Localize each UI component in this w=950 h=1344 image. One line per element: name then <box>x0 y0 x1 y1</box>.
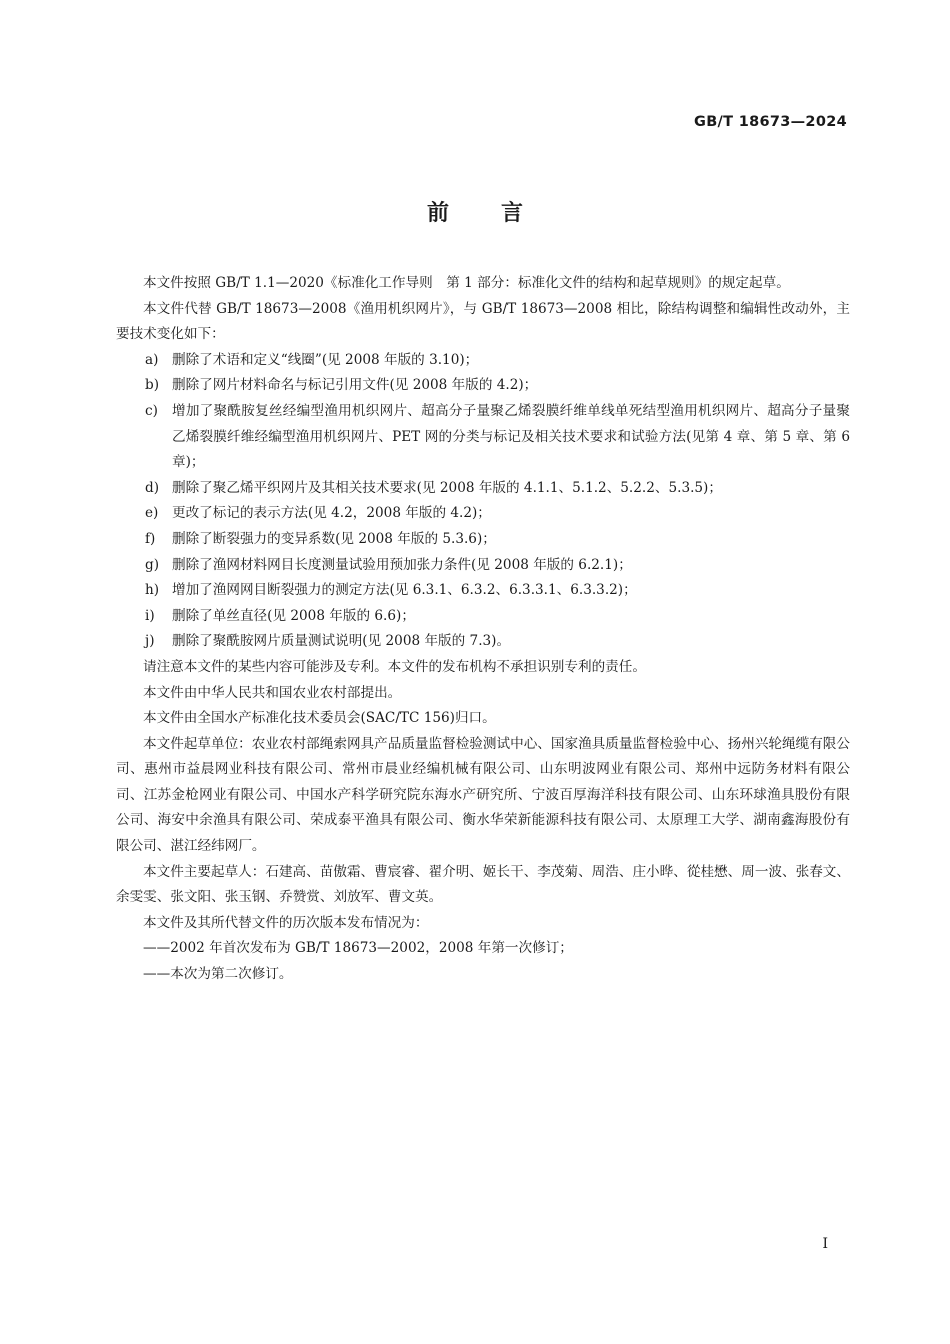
list-marker: d) <box>145 479 160 496</box>
list-item <box>116 527 850 553</box>
intro-paragraph-2: 本文件代替 GB/T 18673—2008《渔用机织网片》，与 GB/T 18673—2008 相比，除结构调整和编辑性改动外，主要技术变化如下： <box>116 300 850 343</box>
list-item <box>116 629 850 655</box>
list-item <box>116 399 850 476</box>
history-item: ——2002 年首次发布为 GB/T 18673—2002，2008 年第一次修订； <box>143 940 573 957</box>
page-number: I <box>822 1236 828 1252</box>
list-marker: a) <box>145 351 159 368</box>
list-text: 增加了聚酰胺复丝经编型渔用机织网片、超高分子量聚乙烯裂膜纤维单线单死结型渔用机织网片、超高分子量聚乙烯裂膜纤维经编型渔用机织网片、PET 网的分类与标记及相关技术要求和试验方法(见第 4 章、第 5 章、第 6 章)； <box>172 402 850 471</box>
standard-code: GB/T 18673—2024 <box>694 114 847 130</box>
history-intro: 本文件及其所代替文件的历次版本发布情况为： <box>143 914 429 931</box>
list-marker: c) <box>145 402 158 419</box>
list-item <box>116 348 850 374</box>
list-text: 删除了渔网材料网目长度测量试验用预加张力条件(见 2008 年版的 6.2.1)； <box>172 556 632 573</box>
list-marker: i) <box>145 607 155 624</box>
list-text: 删除了网片材料命名与标记引用文件(见 2008 年版的 4.2)； <box>172 377 538 394</box>
list-text: 更改了标记的表示方法(见 4.2，2008 年版的 4.2)； <box>172 505 491 522</box>
list-item <box>116 604 850 630</box>
foreword-body <box>116 271 850 988</box>
drafting-units: 本文件起草单位：农业农村部绳索网具产品质量监督检验测试中心、国家渔具质量监督检验中心、扬州兴轮绳缆有限公司、惠州市益晨网业科技有限公司、常州市晨业经编机械有限公司、山东明波网业有限公司、郑州中远防务材料有限公司、江苏金枪网业有限公司、中国水产科学研究院东海水产研究所、宁波百厚海洋科技有限公司、山东环球渔具股份有限公司、海安中余渔具有限公司、荣成泰平渔具有限公司、衡水华荣新能源科技有限公司、太原理工大学、湖南鑫海股份有限公司、湛江经纬网厂。 <box>116 735 850 855</box>
page-title: 前言 <box>426 201 575 226</box>
history-item: ——本次为第二次修订。 <box>143 966 293 983</box>
list-marker: h) <box>145 582 160 599</box>
list-item <box>116 476 850 502</box>
list-text: 删除了断裂强力的变异系数(见 2008 年版的 5.3.6)； <box>172 530 496 547</box>
list-item <box>116 373 850 399</box>
list-text: 删除了聚酰胺网片质量测试说明(见 2008 年版的 7.3)。 <box>172 633 511 650</box>
list-marker: b) <box>145 377 160 394</box>
list-item <box>116 501 850 527</box>
list-marker: e) <box>145 505 159 522</box>
list-text: 删除了术语和定义“线圈”(见 2008 年版的 3.10)； <box>172 351 479 368</box>
list-item <box>116 553 850 579</box>
changes-list <box>116 348 850 655</box>
list-item <box>116 578 850 604</box>
intro-paragraph-1: 本文件按照 GB/T 1.1—2020《标准化工作导则 第 1 部分：标准化文件的结构和起草规则》的规定起草。 <box>143 275 790 291</box>
committee-statement: 本文件由全国水产标准化技术委员会(SAC/TC 156)归口。 <box>143 710 496 727</box>
patent-notice: 请注意本文件的某些内容可能涉及专利。本文件的发布机构不承担识别专利的责任。 <box>143 658 646 675</box>
list-text: 增加了渔网网目断裂强力的测定方法(见 6.3.1、6.3.2、6.3.3.1、6.3.3.2)； <box>172 582 637 599</box>
list-marker: g) <box>145 556 160 573</box>
list-text: 删除了聚乙烯平织网片及其相关技术要求(见 2008 年版的 4.1.1、5.1.2、5.2.2、5.3.5)； <box>172 479 722 496</box>
drafting-persons: 本文件主要起草人：石建高、苗傲霜、曹宸睿、翟介明、姬长干、李茂菊、周浩、庄小晔、從桂懋、周一波、张春文、余雯雯、张文阳、张玉钢、乔赞赏、刘放军、曹文英。 <box>116 863 850 906</box>
list-marker: j) <box>145 633 155 650</box>
list-text: 删除了单丝直径(见 2008 年版的 6.6)； <box>172 607 415 624</box>
list-marker: f) <box>145 530 156 547</box>
proposer-statement: 本文件由中华人民共和国农业农村部提出。 <box>143 684 402 701</box>
